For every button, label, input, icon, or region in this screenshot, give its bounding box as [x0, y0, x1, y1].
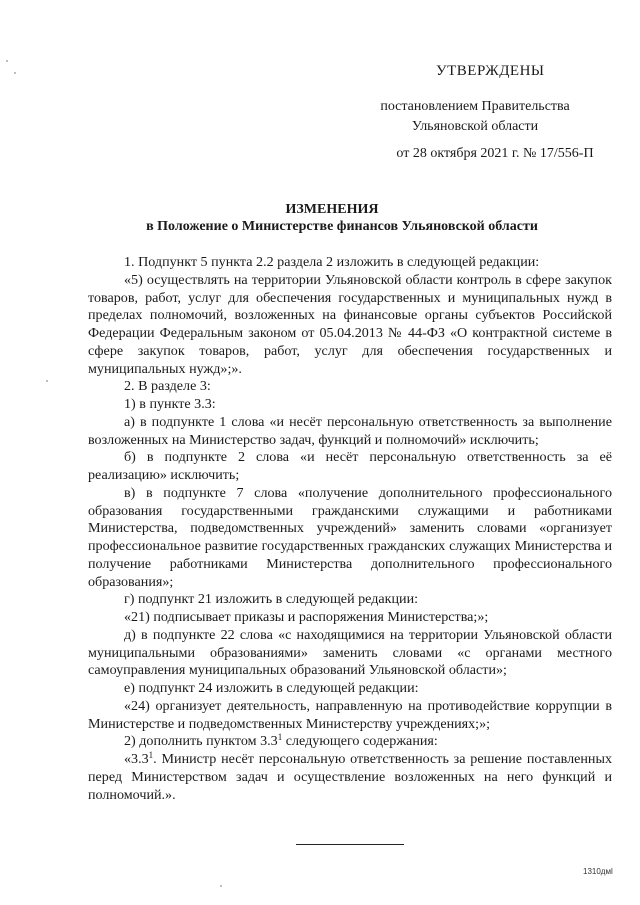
paragraph-14-superscript: 1	[148, 750, 154, 760]
document-code: 1310дмl	[583, 867, 613, 876]
scan-speck	[6, 60, 8, 62]
resolution-block	[330, 97, 620, 164]
paragraph-2: «5) осуществлять на территории Ульяновской области контроль в сфере закупок товаров, работ, услуг для обеспечения государственных и муниципальных нужд в пределах полномочий, возложенных на финансовые органы субъектов Российской Федерации Федеральным законом от 05.04.2013 № 44-ФЗ «О контрактной системе в сфере закупок товаров, работ, услуг для обеспечения государственных и муниципальных нужд»;».	[88, 271, 612, 377]
paragraph-14	[88, 751, 612, 804]
paragraph-8: г) подпункт 21 изложить в следующей редакции:	[124, 591, 419, 608]
paragraph-9: «21) подписывает приказы и распоряжения Министерства;»;	[124, 609, 489, 625]
paragraph-1: 1. Подпункт 5 пункта 2.2 раздела 2 изложить в следующей редакции:	[124, 254, 540, 270]
document-subtitle: в Положение о Министерстве финансов Ульяновской области	[146, 219, 538, 234]
paragraph-13	[88, 733, 612, 751]
paragraph-13-text-b: следующего содержания:	[282, 733, 438, 750]
paragraph-10: д) в подпункте 22 слова «с находящимися на территории Ульяновской области муниципальными образованиями» заменить словами «с органами местного самоуправления муниципальных образований Ульяновской области»;	[88, 626, 612, 679]
paragraph-4: 1) в пункте 3.3:	[124, 396, 216, 412]
paragraph-13-text-a: 2) дополнить пунктом 3.3	[124, 733, 278, 750]
document-body	[88, 254, 612, 804]
paragraph-14-text-a: «3.3	[124, 751, 149, 767]
approved-label: УТВЕРЖДЕНЫ	[436, 63, 545, 79]
scan-speck	[14, 72, 16, 74]
scan-speck	[46, 380, 48, 382]
scan-speck	[220, 885, 222, 887]
paragraph-12: «24) организует деятельность, направленную на противодействие коррупции в Министерстве и подведомственных Министерству учреждениях;»;	[88, 697, 612, 732]
paragraph-7: в) в подпункте 7 слова «получение дополнительного профессионального образования государственными гражданскими служащими и работниками Министерства, подведомственных учреждений» заменить словами «организует профессиональное развитие государственных гражданских служащих Министерства и получение работниками Министерства дополнительного профессионального образования»;	[88, 484, 612, 590]
paragraph-11: е) подпункт 24 изложить в следующей редакции:	[124, 680, 419, 696]
paragraph-14-text-b: . Министр несёт персональную ответственность за решение поставленных перед Министерством задач и осуществление возложенных на него функций и полномочий.».	[88, 751, 612, 803]
resolution-line2: Ульяновской области	[411, 119, 539, 134]
closing-rule	[296, 844, 404, 845]
resolution-line1: постановлением Правительства	[380, 99, 570, 114]
paragraph-13-superscript: 1	[277, 732, 283, 743]
paragraph-3: 2. В разделе 3:	[124, 378, 211, 395]
resolution-date: от 28 октября 2021 г. № 17/556-П	[396, 146, 594, 161]
paragraph-6: б) в подпункте 2 слова «и несёт персональную ответственность за её реализацию» исключить;	[88, 449, 612, 483]
paragraph-5: а) в подпункте 1 слова «и несёт персональную ответственность за выполнение возложенных на Министерство задач, функций и полномочий» исключить;	[88, 413, 612, 448]
document-title: ИЗМЕНЕНИЯ	[285, 202, 379, 217]
